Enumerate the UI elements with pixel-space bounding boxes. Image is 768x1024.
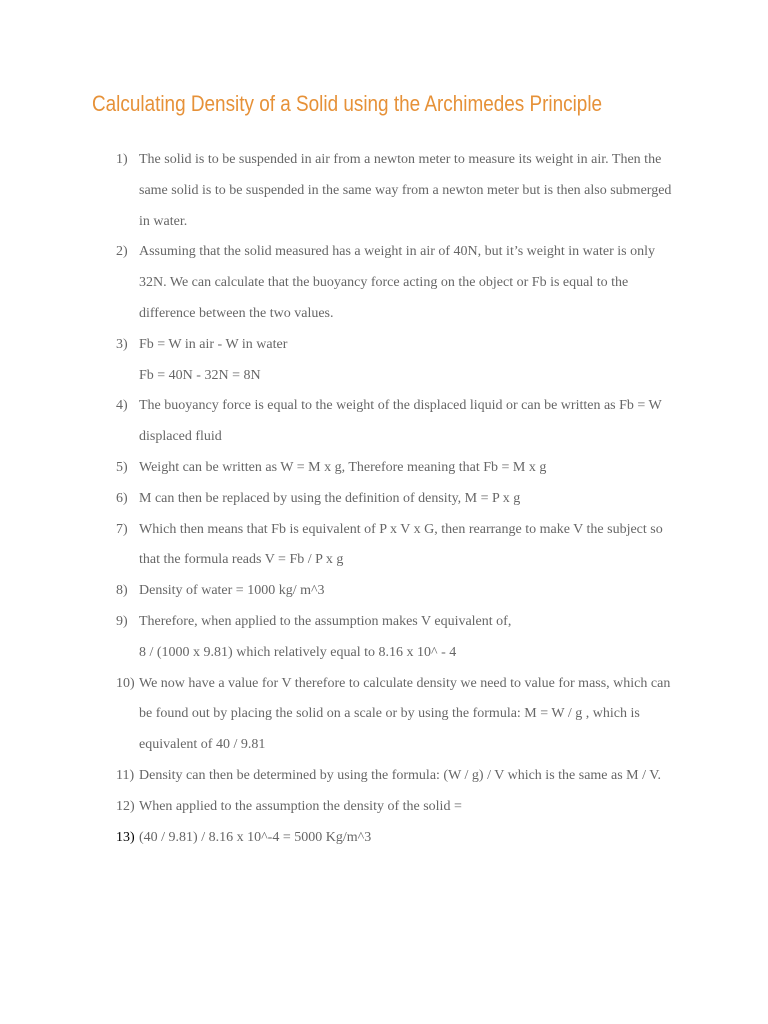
- list-item-number: 5): [116, 459, 128, 475]
- list-item-12: [0, 792, 768, 823]
- list-item-text: Density of water = 1000 kg/ m^3: [139, 583, 325, 599]
- list-item-number: 1): [116, 152, 128, 167]
- list-item-text: Which then means that Fb is equivalent of P x V x G, then rearrange to make V the subject so that the formula reads V = Fb / P x g: [139, 521, 663, 568]
- list-item-6: [0, 484, 768, 515]
- list-item-number: 4): [116, 398, 128, 414]
- list-item-text: Density can then be determined by using the formula: (W / g) / V which is the same as M / V.: [139, 767, 662, 783]
- list-item-9: [0, 607, 768, 669]
- list-item-3: [0, 330, 768, 392]
- list-item-number: 3): [116, 336, 128, 352]
- list-item-4: [0, 391, 768, 453]
- list-item-text: When applied to the assumption the density of the solid =: [139, 798, 462, 814]
- list-item-number: 8): [116, 583, 128, 599]
- list-item-text: M can then be replaced by using the definition of density, M = P x g: [139, 490, 521, 506]
- list-item-text: Weight can be written as W = M x g, Therefore meaning that Fb = M x g: [139, 459, 547, 475]
- list-item-text: We now have a value for V therefore to calculate density we need to value for mass, which can be found out by placing the solid on a scale or by using the formula: M = W / g , which is equivalent of 40 / 9.81: [139, 675, 671, 753]
- list-item-1: [0, 145, 768, 237]
- list-item-8: [0, 576, 768, 607]
- list-item-11: [0, 761, 768, 792]
- list-item-text: Fb = W in air - W in water: [139, 336, 288, 352]
- list-item-number: 10): [116, 675, 135, 691]
- list-item-text: Therefore, when applied to the assumption makes V equivalent of,: [139, 613, 512, 629]
- list-item-number: 6): [116, 490, 128, 506]
- document-title: Calculating Density of a Solid using the Archimedes Principle: [92, 91, 603, 116]
- list-item-number: 2): [116, 244, 128, 260]
- steps-list: [0, 145, 768, 853]
- list-item-number: 9): [116, 613, 128, 629]
- list-item-text: Assuming that the solid measured has a weight in air of 40N, but it’s weight in water is only 32N. We can calculate that the buoyancy force acting on the object or Fb is equal to the difference between the two values.: [139, 244, 655, 321]
- list-item-2: [0, 237, 768, 329]
- list-item-10: [0, 669, 768, 761]
- list-item-text: (40 / 9.81) / 8.16 x 10^-4 = 5000 Kg/m^3: [139, 829, 372, 845]
- list-item-text: The buoyancy force is equal to the weight of the displaced liquid or can be written as Fb = W displaced fluid: [139, 398, 662, 445]
- list-item-number: 13): [116, 829, 135, 845]
- list-item-continuation: Fb = 40N - 32N = 8N: [139, 367, 261, 383]
- list-item-text: The solid is to be suspended in air from a newton meter to measure its weight in air. Then the same solid is to be suspended in the same way from a newton meter but is then also submerged in water.: [139, 152, 672, 229]
- list-item-5: [0, 453, 768, 484]
- list-item-number: 11): [116, 767, 135, 783]
- list-item-7: [0, 515, 768, 577]
- list-item-continuation: 8 / (1000 x 9.81) which relatively equal to 8.16 x 10^ - 4: [139, 644, 457, 660]
- list-item-number: 12): [116, 798, 135, 814]
- list-item-number: 7): [116, 521, 128, 537]
- list-item-13: [0, 823, 768, 854]
